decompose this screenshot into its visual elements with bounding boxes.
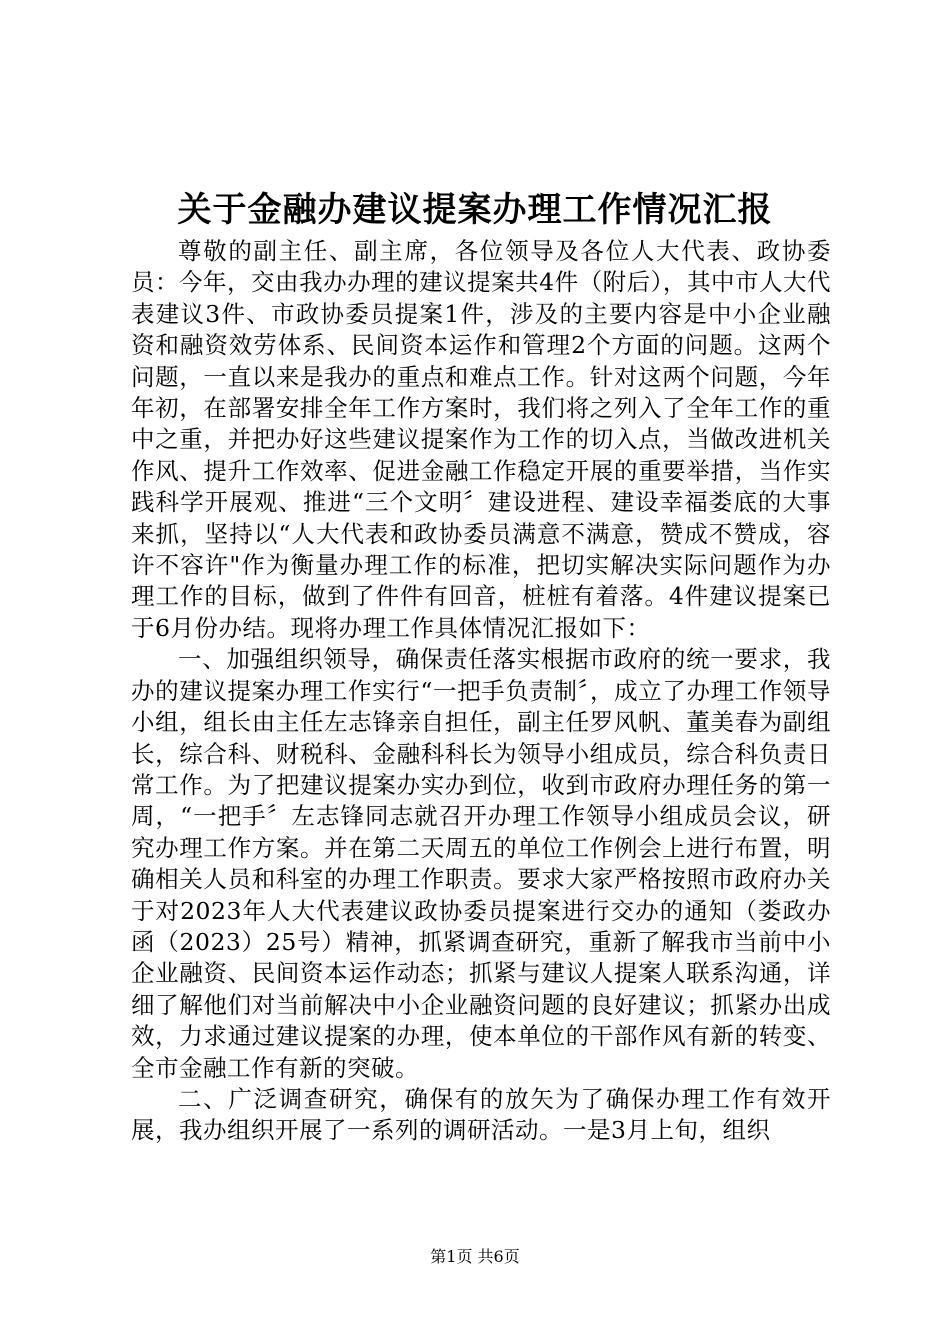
page-number: 第1页 共6页 xyxy=(430,1247,520,1266)
document-title: 关于金融办建议提案办理工作情况汇报 xyxy=(177,190,773,230)
document-body xyxy=(131,236,831,1147)
paragraph-section-2: 二、广泛调查研究，确保有的放矢为了确保办理工作有效开展，我办组织开展了一系列的调研活动。一是3月上旬，组织 xyxy=(131,1084,831,1145)
paragraph-greeting: 尊敬的副主任、副主席，各位领导及各位人大代表、政协委员：今年，交由我办办理的建议提案共4件（附后），其中市人大代表建议3件、市政协委员提案1件，涉及的主要内容是中小企业融资和融资效劳体系、民间资本运作和管理2个方面的问题。这两个问题，一直以来是我办的重点和难点工作。针对这两个问题，今年年初，在部署安排全年工作方案时，我们将之列入了全年工作的重中之重，并把办好这些建议提案作为工作的切入点，当做改进机关作风、提升工作效率、促进金融工作稳定开展的重要举措，当作实践科学开展观、推进“三个文明〞建设进程、建设幸福娄底的大事来抓，坚持以“人大代表和政协委员满意不满意，赞成不赞成，容许不容许"作为衡量办理工作的标准，把切实解决实际问题作为办理工作的目标，做到了件件有回音，桩桩有着落。4件建议提案已于6月份办结。现将办理工作具体情况汇报如下： xyxy=(131,237,831,642)
paragraph-section-1: 一、加强组织领导，确保责任落实根据市政府的统一要求，我办的建议提案办理工作实行“一把手负责制〞，成立了办理工作领导小组，组长由主任左志锋亲自担任，副主任罗风帆、董美春为副组长，综合科、财税科、金融科科长为领导小组成员，综合科负责日常工作。为了把建议提案办实办到位，收到市政府办理任务的第一周，“一把手〞左志锋同志就召开办理工作领导小组成员会议，研究办理工作方案。并在第二天周五的单位工作例会上进行布置，明确相关人员和科室的办理工作职责。要求大家严格按照市政府办关于对2023年人大代表建议政协委员提案进行交办的通知（娄政办函（2023）25号）精神，抓紧调查研究，重新了解我市当前中小企业融资、民间资本运作动态；抓紧与建议人提案人联系沟通，详细了解他们对当前解决中小企业融资问题的良好建议；抓紧办出成效，力求通过建议提案的办理，使本单位的干部作风有新的转变、全市金融工作有新的突破。 xyxy=(131,645,831,1082)
